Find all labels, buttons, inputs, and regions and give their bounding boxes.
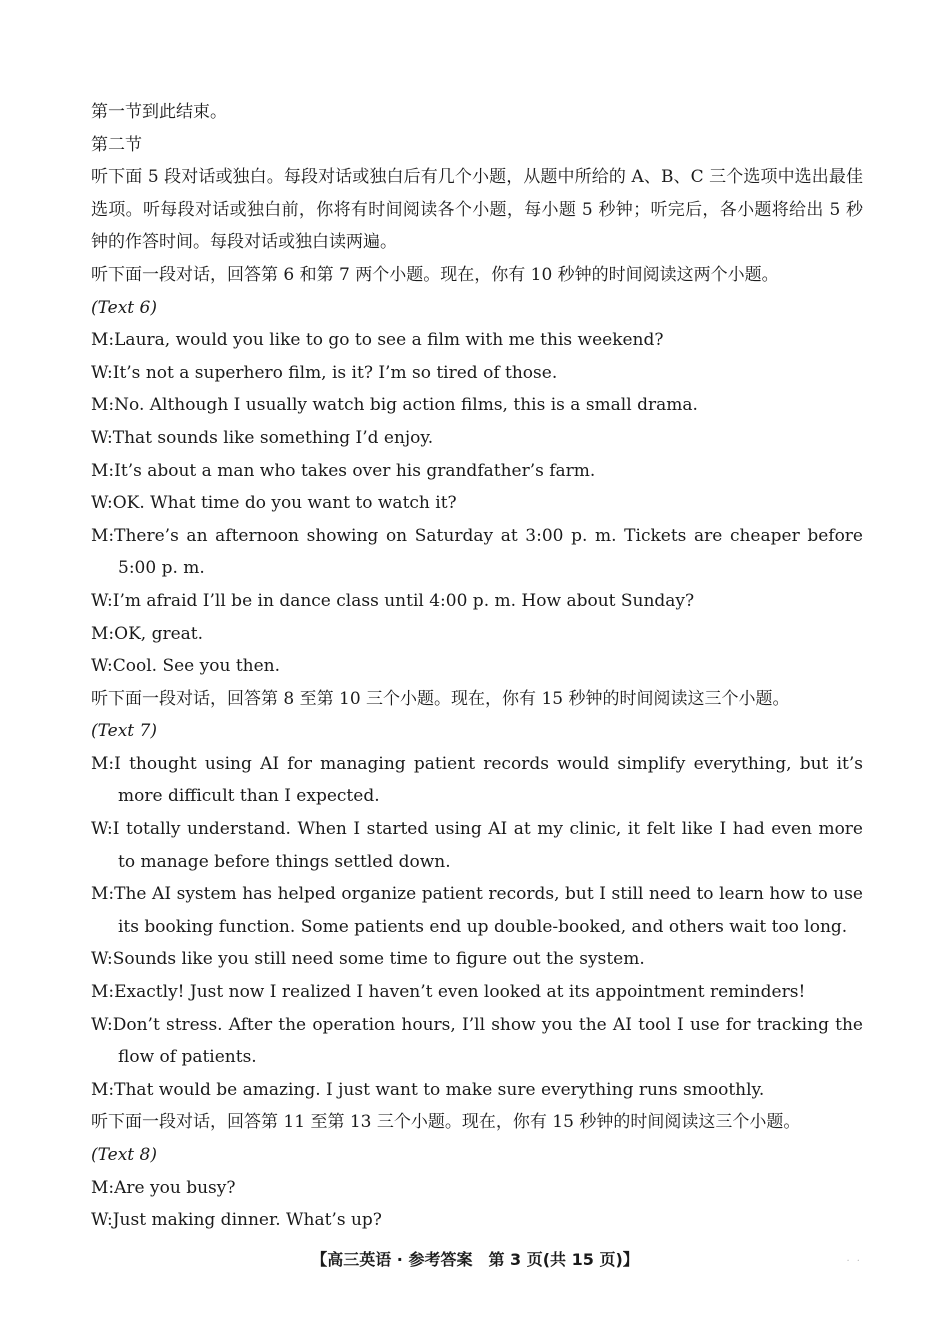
- text8-dialogue: [91, 1172, 863, 1237]
- text6-dialogue: [91, 324, 863, 683]
- dialogue-text: Don’t stress. After the operation hours, I’ll show you the AI tool I use for tracking the flow of patients.: [112, 1014, 863, 1068]
- dialogue-line: [91, 976, 863, 1009]
- page-content: [91, 96, 863, 1237]
- dialogue-text: It’s about a man who takes over his grandfather’s farm.: [114, 460, 596, 481]
- text7-prompt: 听下面一段对话，回答第 8 至第 10 三个小题。现在，你有 15 秒钟的时间阅读这三个小题。: [91, 688, 790, 709]
- dialogue-line: [91, 748, 863, 813]
- dialogue-line: [91, 585, 863, 618]
- speaker-label: M:: [91, 623, 115, 644]
- text6-label: (Text 6): [91, 297, 157, 318]
- dialogue-text: I thought using AI for managing patient records would simplify everything, but it’s more difficult than I expected.: [114, 753, 863, 807]
- dialogue-line: [91, 1009, 863, 1074]
- dialogue-text: There’s an afternoon showing on Saturday at 3:00 p. m. Tickets are cheaper before 5:00 p. m.: [114, 525, 863, 579]
- dialogue-line: [91, 455, 863, 488]
- page-footer: 【高三英语 · 参考答案 第 3 页(共 15 页)】: [311, 1250, 639, 1269]
- dialogue-text: Cool. See you then.: [112, 656, 281, 677]
- dialogue-line: [91, 1172, 863, 1205]
- speaker-label: M:: [91, 395, 115, 416]
- dialogue-line: [91, 487, 863, 520]
- text7-dialogue: [91, 748, 863, 1107]
- speaker-label: W:: [91, 427, 113, 448]
- speaker-label: M:: [91, 1177, 115, 1198]
- dialogue-text: OK, great.: [114, 623, 204, 644]
- section1-end: 第一节到此结束。: [91, 102, 227, 122]
- dialogue-line: [91, 878, 863, 943]
- speaker-label: W:: [91, 362, 113, 383]
- speaker-label: W:: [91, 1014, 113, 1035]
- dialogue-line: [91, 618, 863, 651]
- speaker-label: W:: [91, 949, 113, 970]
- dialogue-line: [91, 1204, 863, 1237]
- dialogue-line: [91, 389, 863, 422]
- text8-prompt: 听下面一段对话，回答第 11 至第 13 三个小题。现在，你有 15 秒钟的时间阅读这三个小题。: [91, 1112, 801, 1133]
- text6-prompt: 听下面一段对话，回答第 6 和第 7 两个小题。现在，你有 10 秒钟的时间阅读这两个小题。: [91, 264, 779, 285]
- dialogue-text: Are you busy?: [114, 1177, 236, 1198]
- speaker-label: M:: [91, 525, 115, 546]
- speaker-label: M:: [91, 982, 115, 1003]
- dialogue-text: That would be amazing. I just want to make sure everything runs smoothly.: [114, 1079, 765, 1100]
- dialogue-text: The AI system has helped organize patient records, but I still need to learn how to use its booking function. Some patients end up double-booked, and others wait too long.: [114, 884, 863, 937]
- dialogue-line: [91, 943, 863, 976]
- dialogue-text: Just making dinner. What’s up?: [112, 1210, 382, 1231]
- dialogue-text: Sounds like you still need some time to figure out the system.: [112, 949, 645, 970]
- dialogue-text: I’m afraid I’ll be in dance class until 4:00 p. m. How about Sunday?: [112, 590, 695, 611]
- dialogue-text: Laura, would you like to go to see a film with me this weekend?: [114, 330, 664, 351]
- dialogue-line: [91, 422, 863, 455]
- speaker-label: W:: [91, 590, 113, 611]
- dialogue-line: [91, 813, 863, 878]
- dialogue-line: [91, 357, 863, 390]
- speaker-label: W:: [91, 1210, 113, 1231]
- speaker-label: M:: [91, 330, 115, 351]
- speaker-label: M:: [91, 884, 115, 905]
- speaker-label: M:: [91, 1079, 115, 1100]
- speaker-label: M:: [91, 460, 115, 481]
- corner-mark: · ·: [846, 1256, 862, 1267]
- section2-title: 第二节: [91, 134, 142, 155]
- dialogue-line: [91, 520, 863, 585]
- dialogue-line: [91, 650, 863, 683]
- dialogue-line: [91, 1074, 863, 1107]
- speaker-label: W:: [91, 819, 113, 840]
- dialogue-text: OK. What time do you want to watch it?: [112, 493, 457, 514]
- speaker-label: M:: [91, 753, 115, 774]
- section2-instructions: 听下面 5 段对话或独白。每段对话或独白后有几个小题，从题中所给的 A、B、C 三个选项中选出最佳选项。听每段对话或独白前，你将有时间阅读各个小题，每小题 5 秒钟；听完后，各小题将给出 5 秒钟的作答时间。每段对话或独白读两遍。: [91, 167, 863, 253]
- dialogue-text: That sounds like something I’d enjoy.: [112, 427, 434, 448]
- speaker-label: W:: [91, 493, 113, 514]
- text8-label: (Text 8): [91, 1145, 157, 1165]
- text7-label: (Text 7): [91, 721, 157, 742]
- dialogue-text: No. Although I usually watch big action films, this is a small drama.: [114, 395, 698, 416]
- dialogue-text: I totally understand. When I started using AI at my clinic, it felt like I had even more to manage before things settled down.: [112, 819, 863, 872]
- dialogue-line: [91, 324, 863, 357]
- dialogue-text: Exactly! Just now I realized I haven’t even looked at its appointment reminders!: [114, 982, 806, 1003]
- dialogue-text: It’s not a superhero film, is it? I’m so tired of those.: [112, 362, 558, 383]
- speaker-label: W:: [91, 656, 113, 677]
